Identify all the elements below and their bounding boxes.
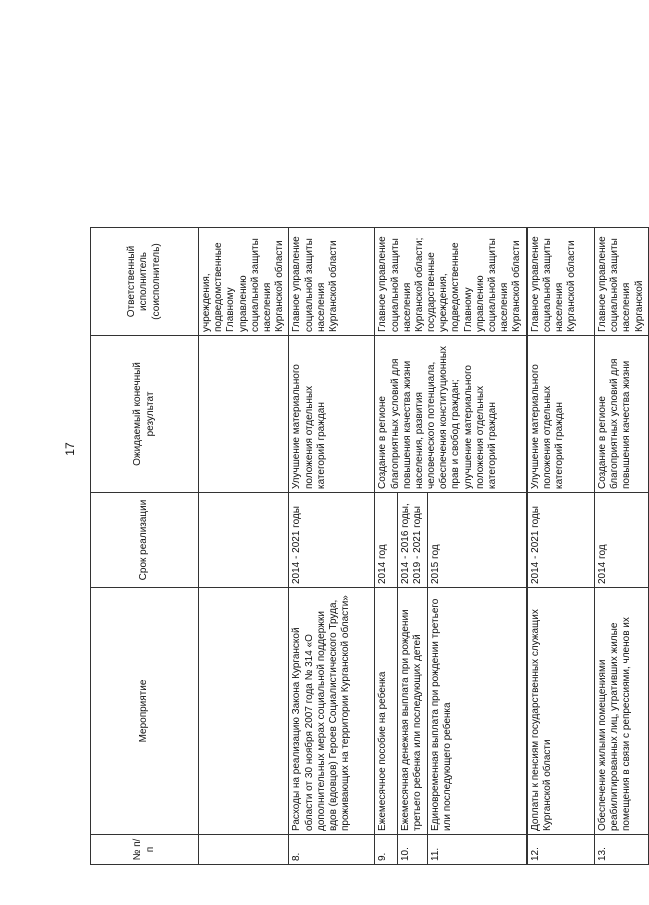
table-row	[527, 228, 595, 865]
row-num: 11.	[427, 835, 526, 865]
row-event: Ежемесячная денежная выплата при рождении третьего ребенка или последующих детей	[397, 588, 427, 835]
header-result: Ожидаемый конечный результат	[91, 336, 199, 493]
row-event: Доплаты к пенсиям государственных служащих Курганской области	[527, 588, 595, 835]
header-row	[91, 228, 199, 865]
row-executor: учреждения, подведомственные Главному управлению социальной защиты населения Курганской области	[199, 228, 289, 336]
row-num: 13.	[595, 835, 649, 865]
row-period: 2014 - 2021 годы	[527, 493, 595, 588]
header-num: № п/п	[91, 835, 199, 865]
header-executor: Ответственный исполнитель (соисполнитель)	[91, 228, 199, 336]
row-num: 12.	[527, 835, 595, 865]
table-row	[375, 228, 397, 865]
row-period: 2014 - 2021 годы	[289, 493, 375, 588]
row-result: Улучшение материального положения отдельных категорий граждан	[527, 336, 595, 493]
table-row	[595, 228, 649, 865]
row-executor: Главное управление социальной защиты населения Курганской области	[289, 228, 375, 336]
row-period: 2015 год	[427, 493, 526, 588]
row-event	[199, 588, 289, 835]
header-period: Срок реализации	[91, 493, 199, 588]
row-num	[199, 835, 289, 865]
row-period: 2014 год	[595, 493, 649, 588]
row-num: 10.	[397, 835, 427, 865]
row-period	[199, 493, 289, 588]
events-table	[90, 227, 649, 865]
row-num: 8.	[289, 835, 375, 865]
row-result: Улучшение материального положения отдельных категорий граждан	[289, 336, 375, 493]
row-event: Обеспечение жилыми помещениями реабилитированных лиц, утративших жилые помещения в связи с репрессиями, членов их	[595, 588, 649, 835]
row-result: Создание в регионе благоприятных условий для повышения качества жизни	[595, 336, 649, 493]
row-event: Ежемесячное пособие на ребенка	[375, 588, 397, 835]
table-row	[289, 228, 375, 865]
page-number: 17	[63, 442, 77, 456]
row-num: 9.	[375, 835, 397, 865]
row-executor: Главное управление социальной защиты населения Курганской области; государственные учреждения, подведомственные Главному управлению социальной защиты населения Курганской области	[375, 228, 527, 336]
row-result	[199, 336, 289, 493]
header-event: Мероприятие	[91, 588, 199, 835]
row-period: 2014 - 2016 годы, 2019 - 2021 годы	[397, 493, 427, 588]
row-executor: Главное управление социальной защиты населения Курганской	[595, 228, 649, 336]
row-event: Расходы на реализацию Закона Курганской области от 30 ноября 2007 года № 314 «О дополнительных мерах социальной поддержки вдов (вдовцов) Героев Социалистического Труда, проживающих на территории Курганской области»	[289, 588, 375, 835]
row-period: 2014 год	[375, 493, 397, 588]
row-event: Единовременная выплата при рождении третьего или последующего ребенка	[427, 588, 526, 835]
row-executor: Главное управление социальной защиты населения Курганской области	[527, 228, 595, 336]
row-result: Создание в регионе благоприятных условий для повышения качества жизни населения, развития человеческого потенциала, обеспечения конституционных прав и свобод граждан; улучшение материального положения отдельных категорий граждан	[375, 336, 527, 493]
table-row	[199, 228, 289, 865]
